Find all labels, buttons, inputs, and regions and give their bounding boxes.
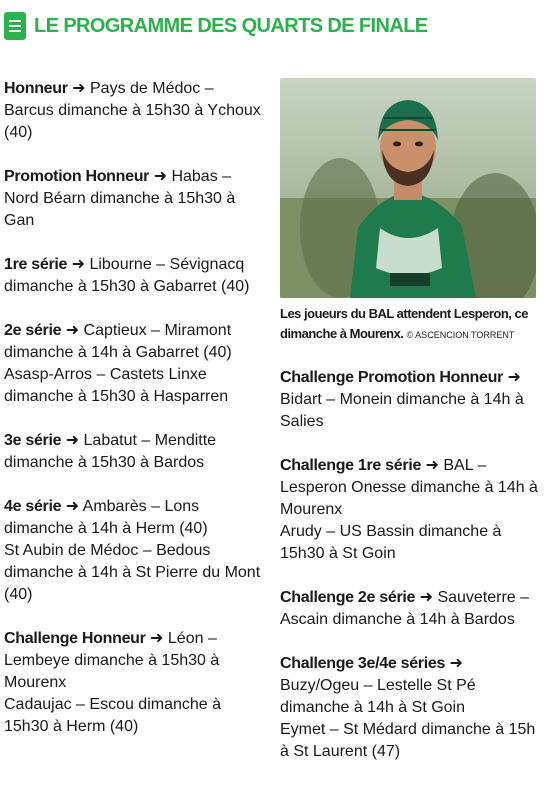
arrow-right-icon: ➜ (65, 498, 80, 515)
entry-text: Arudy – US Bassin dimanche à 15h30 à St Goin (280, 523, 502, 562)
entry-text: Asasp-Arros – Castets Linxe dimanche à 15h30 à Hasparren (4, 366, 229, 405)
entry-challenge-3e-4e-series (280, 653, 542, 763)
entry-text: Cadaujac – Escou dimanche à 15h30 à Herm (40) (4, 696, 222, 735)
entry-4e-serie (4, 496, 262, 606)
entry-text: Eymet – St Médard dimanche à 15h à St Laurent (47) (280, 721, 536, 760)
entry-text: BAL – Lesperon Onesse dimanche à 14h à Mourenx (280, 457, 538, 518)
entry-label: Honneur (4, 80, 68, 97)
entry-label: 1re série (4, 256, 68, 273)
entry-label: 3e série (4, 432, 62, 449)
entry-honneur (4, 78, 262, 144)
header (4, 8, 542, 44)
photo-caption (280, 304, 542, 345)
entry-label: Challenge 1re série (280, 457, 422, 474)
entry-label: 4e série (4, 498, 62, 515)
arrow-right-icon: ➜ (65, 432, 80, 449)
entry-text: Léon – Lembeye dimanche à 15h30 à Mourenx (4, 630, 220, 691)
entry-text: Captieux – Miramont dimanche à 14h à Gabarret (40) (4, 322, 232, 361)
caption-text: Les joueurs du BAL attendent Lesperon, ce dimanche à Mourenx. (280, 306, 528, 341)
arrow-right-icon: ➜ (150, 630, 164, 647)
entry-promotion-honneur (4, 166, 262, 232)
entry-challenge-2e-serie (280, 587, 542, 631)
arrow-right-icon: ➜ (72, 80, 86, 97)
entry-label: Promotion Honneur (4, 168, 150, 185)
entry-text: St Aubin de Médoc – Bedous dimanche à 14h à St Pierre du Mont (40) (4, 542, 261, 603)
entry-text: Habas – Nord Béarn dimanche à 15h30 à Gan (4, 168, 236, 229)
entry-3e-serie (4, 430, 262, 474)
right-column (280, 78, 542, 785)
photo-credit: © ASCENCION TORRENT (406, 330, 515, 340)
arrow-right-icon: ➜ (419, 589, 433, 606)
rugby-player-photo (280, 78, 536, 298)
entry-label: Challenge 3e/4e séries (280, 655, 446, 672)
entry-text: Pays de Médoc – Barcus dimanche à 15h30 à Ychoux (40) (4, 80, 261, 141)
arrow-right-icon: ➜ (71, 256, 85, 273)
arrow-right-icon: ➜ (65, 322, 80, 339)
entry-text: Sauveterre – Ascain dimanche à 14h à Bardos (280, 589, 530, 628)
entry-2e-serie (4, 320, 262, 408)
entry-text: Bidart – Monein dimanche à 14h à Salies (280, 391, 524, 430)
entry-challenge-honneur (4, 628, 262, 738)
entry-text: Ambarès – Lons dimanche à 14h à Herm (40) (4, 498, 208, 537)
arrow-right-icon: ➜ (449, 655, 463, 672)
entry-text: Libourne – Sévignacq dimanche à 15h30 à Gabarret (40) (4, 256, 250, 295)
left-column (4, 78, 262, 760)
entry-text: Labatut – Menditte dimanche à 15h30 à Bardos (4, 432, 217, 471)
entry-label: Challenge 2e série (280, 589, 416, 606)
arrow-right-icon: ➜ (153, 168, 167, 185)
arrow-right-icon: ➜ (507, 369, 521, 386)
entry-challenge-promotion-honneur (280, 367, 542, 433)
entry-text: Buzy/Ogeu – Lestelle St Pé dimanche à 14h à St Goin (280, 677, 476, 716)
photo-image (280, 78, 536, 298)
entry-label: 2e série (4, 322, 62, 339)
entry-challenge-1re-serie (280, 455, 542, 565)
document-icon (4, 12, 26, 40)
entry-1re-serie (4, 254, 262, 298)
page-title: LE PROGRAMME DES QUARTS DE FINALE (34, 14, 428, 37)
entry-label: Challenge Honneur (4, 630, 146, 647)
entry-label: Challenge Promotion Honneur (280, 369, 504, 386)
arrow-right-icon: ➜ (425, 457, 439, 474)
